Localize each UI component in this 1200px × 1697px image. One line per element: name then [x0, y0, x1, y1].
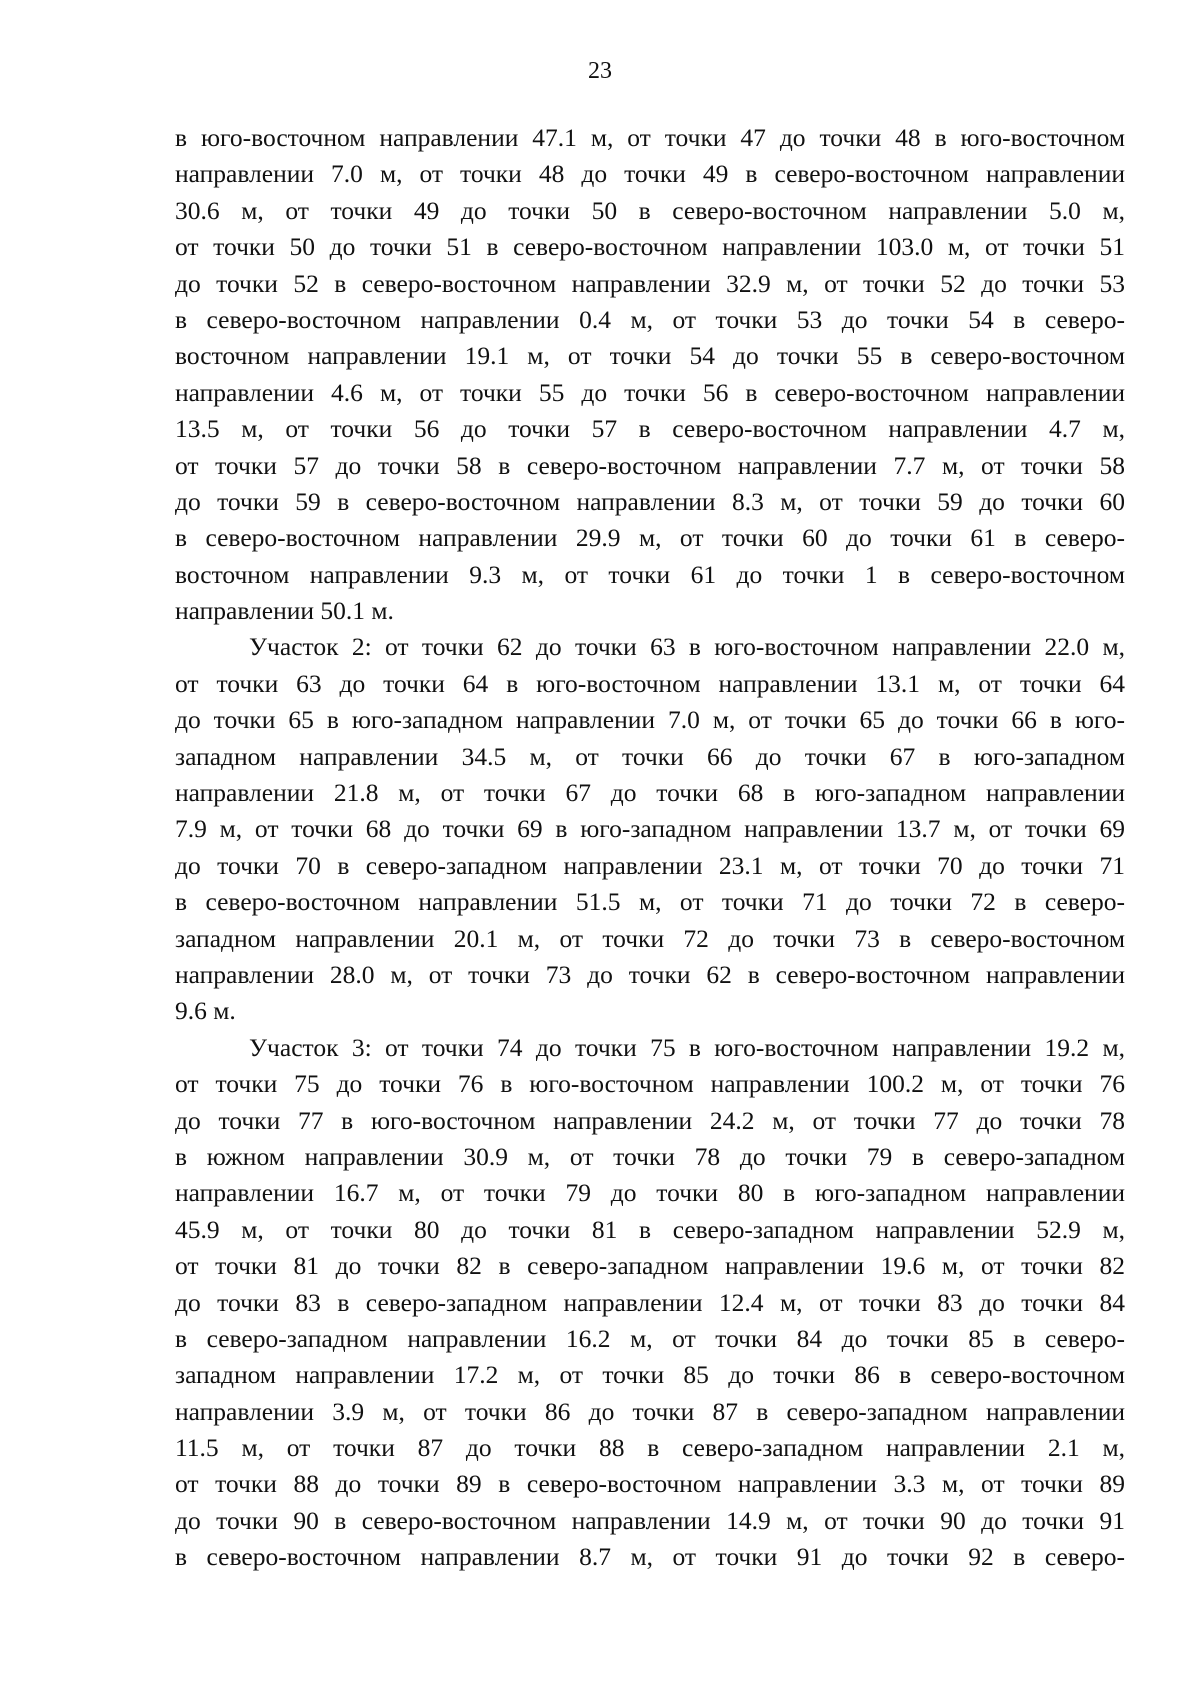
text-line: от точки 88 до точки 89 в северо-восточном направлении 3.3 м, от точки 89: [175, 1469, 1125, 1499]
text-line: от точки 81 до точки 82 в северо-западном направлении 19.6 м, от точки 82: [175, 1251, 1125, 1281]
text-line: от точки 75 до точки 76 в юго-восточном направлении 100.2 м, от точки 76: [175, 1069, 1125, 1099]
text-line: до точки 52 в северо-восточном направлении 32.9 м, от точки 52 до точки 53: [175, 268, 1125, 298]
text-line: до точки 65 в юго-западном направлении 7.0 м, от точки 65 до точки 66 в юго-: [175, 705, 1125, 735]
text-line: Участок 2: от точки 62 до точки 63 в юго-восточном направлении 22.0 м,: [249, 632, 1125, 662]
text-line: Участок 3: от точки 74 до точки 75 в юго-восточном направлении 19.2 м,: [249, 1032, 1125, 1062]
text-line: в северо-восточном направлении 8.7 м, от точки 91 до точки 92 в северо-: [175, 1542, 1125, 1572]
text-line: 9.6 м.: [175, 996, 236, 1026]
text-line: направлении 16.7 м, от точки 79 до точки 80 в юго-западном направлении: [175, 1178, 1125, 1208]
text-line: до точки 77 в юго-восточном направлении 24.2 м, от точки 77 до точки 78: [175, 1105, 1125, 1135]
text-line: до точки 59 в северо-восточном направлении 8.3 м, от точки 59 до точки 60: [175, 486, 1125, 516]
text-line: направлении 50.1 м.: [175, 596, 394, 626]
text-line: от точки 63 до точки 64 в юго-восточном направлении 13.1 м, от точки 64: [175, 668, 1125, 698]
paragraph-3: [175, 1030, 1125, 1576]
document-body: [175, 120, 1125, 1576]
paragraph-2: [175, 629, 1125, 1029]
text-line: восточном направлении 19.1 м, от точки 54 до точки 55 в северо-восточном: [175, 341, 1125, 371]
text-line: в северо-восточном направлении 0.4 м, от точки 53 до точки 54 в северо-: [175, 304, 1125, 334]
text-line: от точки 50 до точки 51 в северо-восточном направлении 103.0 м, от точки 51: [175, 232, 1125, 262]
text-line: от точки 57 до точки 58 в северо-восточном направлении 7.7 м, от точки 58: [175, 450, 1125, 480]
text-line: направлении 7.0 м, от точки 48 до точки 49 в северо-восточном направлении: [175, 159, 1125, 189]
text-line: в северо-западном направлении 16.2 м, от точки 84 до точки 85 в северо-: [175, 1323, 1125, 1353]
text-line: западном направлении 17.2 м, от точки 85 до точки 86 в северо-восточном: [175, 1360, 1125, 1390]
text-line: западном направлении 34.5 м, от точки 66 до точки 67 в юго-западном: [175, 741, 1125, 771]
text-line: 11.5 м, от точки 87 до точки 88 в северо-западном направлении 2.1 м,: [175, 1433, 1125, 1463]
text-line: 30.6 м, от точки 49 до точки 50 в северо-восточном направлении 5.0 м,: [175, 195, 1125, 225]
paragraph-1: [175, 120, 1125, 629]
text-line: восточном направлении 9.3 м, от точки 61 до точки 1 в северо-восточном: [175, 559, 1125, 589]
text-line: направлении 4.6 м, от точки 55 до точки 56 в северо-восточном направлении: [175, 377, 1125, 407]
text-line: направлении 21.8 м, от точки 67 до точки 68 в юго-западном направлении: [175, 778, 1125, 808]
text-line: в юго-восточном направлении 47.1 м, от точки 47 до точки 48 в юго-восточном: [175, 123, 1125, 152]
text-line: направлении 3.9 м, от точки 86 до точки 87 в северо-западном направлении: [175, 1396, 1125, 1426]
page-number: 23: [588, 58, 612, 84]
text-line: в северо-восточном направлении 29.9 м, от точки 60 до точки 61 в северо-: [175, 523, 1125, 553]
text-line: в южном направлении 30.9 м, от точки 78 до точки 79 в северо-западном: [175, 1141, 1125, 1171]
text-line: в северо-восточном направлении 51.5 м, от точки 71 до точки 72 в северо-: [175, 887, 1125, 917]
text-line: западном направлении 20.1 м, от точки 72 до точки 73 в северо-восточном: [175, 923, 1125, 953]
text-line: 45.9 м, от точки 80 до точки 81 в северо-западном направлении 52.9 м,: [175, 1214, 1125, 1244]
text-line: до точки 83 в северо-западном направлении 12.4 м, от точки 83 до точки 84: [175, 1287, 1125, 1317]
text-line: до точки 90 в северо-восточном направлении 14.9 м, от точки 90 до точки 91: [175, 1505, 1125, 1535]
text-line: 7.9 м, от точки 68 до точки 69 в юго-западном направлении 13.7 м, от точки 69: [175, 814, 1125, 844]
text-line: 13.5 м, от точки 56 до точки 57 в северо-восточном направлении 4.7 м,: [175, 414, 1125, 444]
text-line: направлении 28.0 м, от точки 73 до точки 62 в северо-восточном направлении: [175, 959, 1125, 989]
text-line: до точки 70 в северо-западном направлении 23.1 м, от точки 70 до точки 71: [175, 850, 1125, 880]
